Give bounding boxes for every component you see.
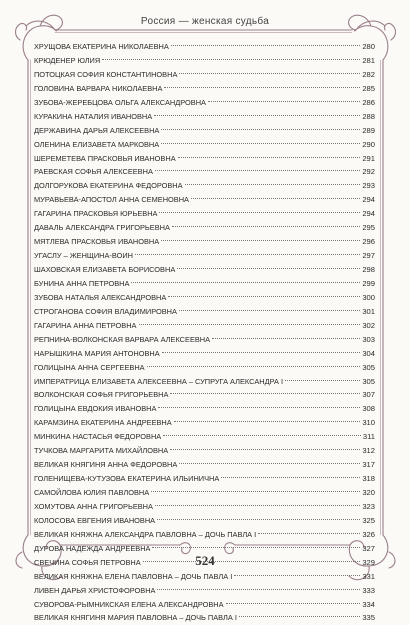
toc-entry (34, 584, 375, 598)
toc-entry-name: ВЕЛИКАЯ КНЯГИНЯ АННА ФЕДОРОВНА (34, 460, 178, 470)
toc-dot-leader (212, 338, 360, 339)
toc-dot-leader (158, 407, 360, 408)
toc-entry-page: 298 (362, 265, 375, 274)
toc-entry (34, 430, 375, 444)
toc-dot-leader (139, 324, 361, 325)
toc-dot-leader (135, 254, 360, 255)
toc-dot-leader (161, 240, 360, 241)
toc-entry-page: 280 (362, 42, 375, 51)
toc-entry-page: 305 (362, 376, 375, 386)
toc-entry-page: 299 (362, 278, 375, 288)
toc-dot-leader (157, 589, 360, 590)
toc-entry-page: 292 (362, 167, 375, 177)
toc-entry (34, 347, 375, 361)
toc-dot-leader (161, 129, 360, 130)
toc-entry (34, 207, 375, 221)
toc-entry-name: ХОМУТОВА АННА ГРИГОРЬЕВНА (34, 501, 153, 511)
toc-entry-page: 296 (362, 237, 375, 247)
toc-entry (34, 263, 375, 277)
toc-entry-name: ЗУБОВА НАТАЛЬЯ АЛЕКСАНДРОВНА (34, 292, 167, 302)
toc-entry (34, 388, 375, 402)
toc-entry-page: 282 (362, 69, 375, 79)
toc-entry-name: КРЮДЕНЕР ЮЛИЯ (34, 55, 101, 65)
toc-dot-leader (258, 533, 360, 534)
toc-dot-leader (221, 477, 360, 478)
toc-dot-leader (179, 310, 360, 311)
toc-entry-name: ДУРОВА НАДЕЖДА АНДРЕЕВНА (34, 543, 151, 553)
toc-entry (34, 570, 375, 584)
toc-entry-name: ЛИВЕН ДАРЬЯ ХРИСТОФОРОВНА (34, 585, 156, 595)
toc-entry-page: 291 (362, 153, 375, 163)
toc-entry-page: 311 (362, 432, 375, 442)
toc-entry (34, 235, 375, 249)
toc-entry-name: ДОЛГОРУКОВА ЕКАТЕРИНА ФЕДОРОВНА (34, 181, 183, 191)
toc-dot-leader (162, 352, 361, 353)
toc-dot-leader (174, 421, 361, 422)
toc-entry (34, 598, 375, 612)
toc-dot-leader (171, 45, 361, 46)
toc-entry-name: СВЕЧИНА СОФЬЯ ПЕТРОВНА (34, 557, 141, 567)
toc-entry-page: 295 (362, 223, 375, 233)
toc-entry (34, 514, 375, 528)
toc-dot-leader (234, 575, 360, 576)
toc-entry-page: 326 (362, 529, 375, 539)
toc-dot-leader (151, 491, 360, 492)
toc-entry (34, 221, 375, 235)
toc-entry-page: 318 (362, 474, 375, 484)
toc-entry-name: ТУЧКОВА МАРГАРИТА МИХАЙЛОВНА (34, 446, 169, 456)
toc-entry-page: 329 (362, 557, 375, 567)
toc-entry-name: УГАСЛУ – ЖЕНЩИНА-ВОИН (34, 251, 133, 261)
toc-entry-name: ГОЛИЦЫНА ЕВДОКИЯ ИВАНОВНА (34, 404, 157, 414)
toc-entry (34, 305, 375, 319)
toc-entry-name: СТРОГАНОВА СОФИЯ ВЛАДИМИРОВНА (34, 306, 177, 316)
toc-entry (34, 138, 375, 152)
toc-entry (34, 361, 375, 375)
running-header: Россия — женская судьба (140, 16, 270, 27)
toc-dot-leader (168, 296, 360, 297)
toc-dot-leader (155, 505, 360, 506)
toc-entry-page: 290 (362, 139, 375, 149)
toc-entry-page: 294 (362, 195, 375, 205)
toc-entry (34, 110, 375, 124)
toc-dot-leader (185, 184, 361, 185)
toc-entry-page: 300 (362, 292, 375, 302)
toc-entry-page: 289 (362, 125, 375, 135)
toc-dot-leader (102, 59, 360, 60)
toc-entry-name: МУРАВЬЕВА-АПОСТОЛ АННА СЕМЕНОВНА (34, 195, 189, 205)
toc-entry-page: 334 (362, 599, 375, 609)
toc-entry-page: 304 (362, 348, 375, 358)
toc-entry-name: РАЕВСКАЯ СОФЬЯ АЛЕКСЕЕВНА (34, 167, 153, 177)
toc-dot-leader (179, 73, 360, 74)
toc-entry-page: 302 (362, 320, 375, 330)
toc-entry-page: 308 (362, 404, 375, 414)
toc-entry (34, 291, 375, 305)
toc-entry-page: 317 (362, 460, 375, 470)
toc-dot-leader (170, 449, 360, 450)
toc-dot-leader (172, 226, 360, 227)
toc-dot-leader (226, 603, 361, 604)
page-number: 524 (195, 553, 215, 568)
toc-entry (34, 500, 375, 514)
toc-dot-leader (131, 282, 360, 283)
toc-entry-name: ИМПЕРАТРИЦА ЕЛИЗАВЕТА АЛЕКСЕЕВНА – СУПРУГА АЛЕКСАНДРА I (34, 376, 284, 386)
toc-entry (34, 319, 375, 333)
toc-entry-page: 307 (362, 390, 375, 400)
toc-entry-name: ВЕЛИКАЯ КНЯЖНА АЛЕКСАНДРА ПАВЛОВНА – ДОЧЬ ПАВЛА I (34, 529, 257, 539)
toc-entry (34, 528, 375, 542)
toc-entry-page: 294 (362, 209, 375, 219)
toc-dot-leader (155, 170, 360, 171)
toc-entry (34, 152, 375, 166)
toc-dot-leader (191, 198, 360, 199)
toc-dot-leader (285, 380, 360, 381)
toc-dot-leader (164, 87, 360, 88)
toc-entry-page: 312 (362, 446, 375, 456)
toc-entry (34, 96, 375, 110)
toc-entry (34, 54, 375, 68)
toc-entry-page: 325 (362, 515, 375, 525)
toc-entry-name: ВЕЛИКАЯ КНЯЖНА ЕЛЕНА ПАВЛОВНА – ДОЧЬ ПАВЛА I (34, 571, 233, 581)
toc-entry-page: 327 (362, 543, 375, 553)
toc-entry-name: ХРУЩОВА ЕКАТЕРИНА НИКОЛАЕВНА (34, 42, 169, 51)
toc-entry-name: ГАГАРИНА ПРАСКОВЬЯ ЮРЬЕВНА (34, 209, 158, 219)
toc-entry (34, 458, 375, 472)
toc-entry-page: 303 (362, 334, 375, 344)
toc-entry (34, 375, 375, 389)
toc-entry-page: 288 (362, 111, 375, 121)
toc-entry (34, 124, 375, 138)
toc-dot-leader (157, 519, 360, 520)
toc-entry-page: 297 (362, 251, 375, 261)
toc-dot-leader (177, 268, 360, 269)
toc-dot-leader (170, 393, 360, 394)
table-of-contents (34, 40, 375, 625)
toc-entry (34, 416, 375, 430)
toc-entry (34, 402, 375, 416)
toc-dot-leader (179, 463, 360, 464)
toc-entry-name: ШАХОВСКАЯ ЕЛИЗАВЕТА БОРИСОВНА (34, 265, 176, 274)
toc-entry-name: ВЕЛИКАЯ КНЯГИНЯ МАРИЯ ПАВЛОВНА – ДОЧЬ ПАВЛА I (34, 613, 237, 623)
toc-entry-page: 285 (362, 83, 375, 93)
toc-entry-name: МИНКИНА НАСТАСЬЯ ФЕДОРОВНА (34, 432, 162, 442)
toc-entry-page: 293 (362, 181, 375, 191)
toc-entry-page: 286 (362, 97, 375, 107)
toc-entry-page: 320 (362, 488, 375, 497)
toc-dot-leader (208, 101, 360, 102)
toc-dot-leader (178, 157, 361, 158)
toc-entry-name: ГАГАРИНА АННА ПЕТРОВНА (34, 320, 137, 330)
toc-entry-name: ШЕРЕМЕТЕВА ПРАСКОВЬЯ ИВАНОВНА (34, 153, 176, 163)
toc-entry (34, 277, 375, 291)
toc-dot-leader (152, 547, 360, 548)
toc-entry-page: 281 (362, 55, 375, 65)
toc-entry-page: 323 (362, 501, 375, 511)
toc-entry-name: БУНИНА АННА ПЕТРОВНА (34, 278, 130, 288)
toc-entry (34, 444, 375, 458)
toc-entry-page: 333 (362, 585, 375, 595)
toc-entry-page: 301 (362, 306, 375, 316)
toc-dot-leader (154, 115, 360, 116)
toc-entry-name: МЯТЛЕВА ПРАСКОВЬЯ ИВАНОВНА (34, 237, 160, 247)
toc-entry (34, 68, 375, 82)
toc-dot-leader (163, 435, 361, 436)
toc-dot-leader (159, 212, 360, 213)
toc-entry-page: 305 (362, 362, 375, 372)
toc-dot-leader (239, 616, 360, 617)
toc-entry (34, 333, 375, 347)
toc-entry-name: КУРАКИНА НАТАЛИЯ ИВАНОВНА (34, 111, 153, 121)
toc-entry-name: ВОЛКОНСКАЯ СОФЬЯ ГРИГОРЬЕВНА (34, 390, 169, 400)
toc-entry (34, 193, 375, 207)
toc-entry-name: ПОТОЦКАЯ СОФИЯ КОНСТАНТИНОВНА (34, 69, 178, 79)
toc-entry (34, 82, 375, 96)
toc-entry (34, 165, 375, 179)
toc-entry-page: 310 (362, 418, 375, 428)
toc-entry (34, 179, 375, 193)
toc-entry-page: 331 (362, 571, 375, 581)
toc-dot-leader (161, 143, 360, 144)
toc-entry-name: ОЛЕНИНА ЕЛИЗАВЕТА МАРКОВНА (34, 139, 160, 149)
toc-entry (34, 486, 375, 500)
toc-entry-page: 335 (362, 613, 375, 623)
toc-entry-name: ЗУБОВА-ЖЕРЕБЦОВА ОЛЬГА АЛЕКСАНДРОВНА (34, 97, 206, 107)
toc-entry-name: КОЛОСОВА ЕВГЕНИЯ ИВАНОВНА (34, 515, 156, 525)
toc-entry (34, 611, 375, 625)
toc-entry-name: ДЕРЖАВИНА ДАРЬЯ АЛЕКСЕЕВНА (34, 125, 160, 135)
toc-entry-name: ДАВАЛЬ АЛЕКСАНДРА ГРИГОРЬЕВНА (34, 223, 170, 233)
toc-entry (34, 40, 375, 54)
toc-entry-name: КАРАМЗИНА ЕКАТЕРИНА АНДРЕЕВНА (34, 418, 172, 428)
toc-entry (34, 472, 375, 486)
toc-entry-name: ГОЛОВИНА ВАРВАРА НИКОЛАЕВНА (34, 83, 163, 93)
toc-entry (34, 249, 375, 263)
toc-entry-name: НАРЫШКИНА МАРИЯ АНТОНОВНА (34, 348, 160, 358)
toc-entry-name: ГОЛИЦЫНА АННА СЕРГЕЕВНА (34, 362, 145, 372)
toc-entry-name: СУВОРОВА-РЫМНИКСКАЯ ЕЛЕНА АЛЕКСАНДРОВНА (34, 599, 224, 609)
toc-entry-name: ГОЛЕНИЩЕВА-КУТУЗОВА ЕКАТЕРИНА ИЛЬИНИЧНА (34, 474, 220, 484)
toc-entry-name: САМОЙЛОВА ЮЛИЯ ПАВЛОВНА (34, 488, 150, 497)
toc-entry-name: РЕПНИНА-ВОЛКОНСКАЯ ВАРВАРА АЛЕКСЕЕВНА (34, 334, 211, 344)
toc-dot-leader (147, 366, 361, 367)
